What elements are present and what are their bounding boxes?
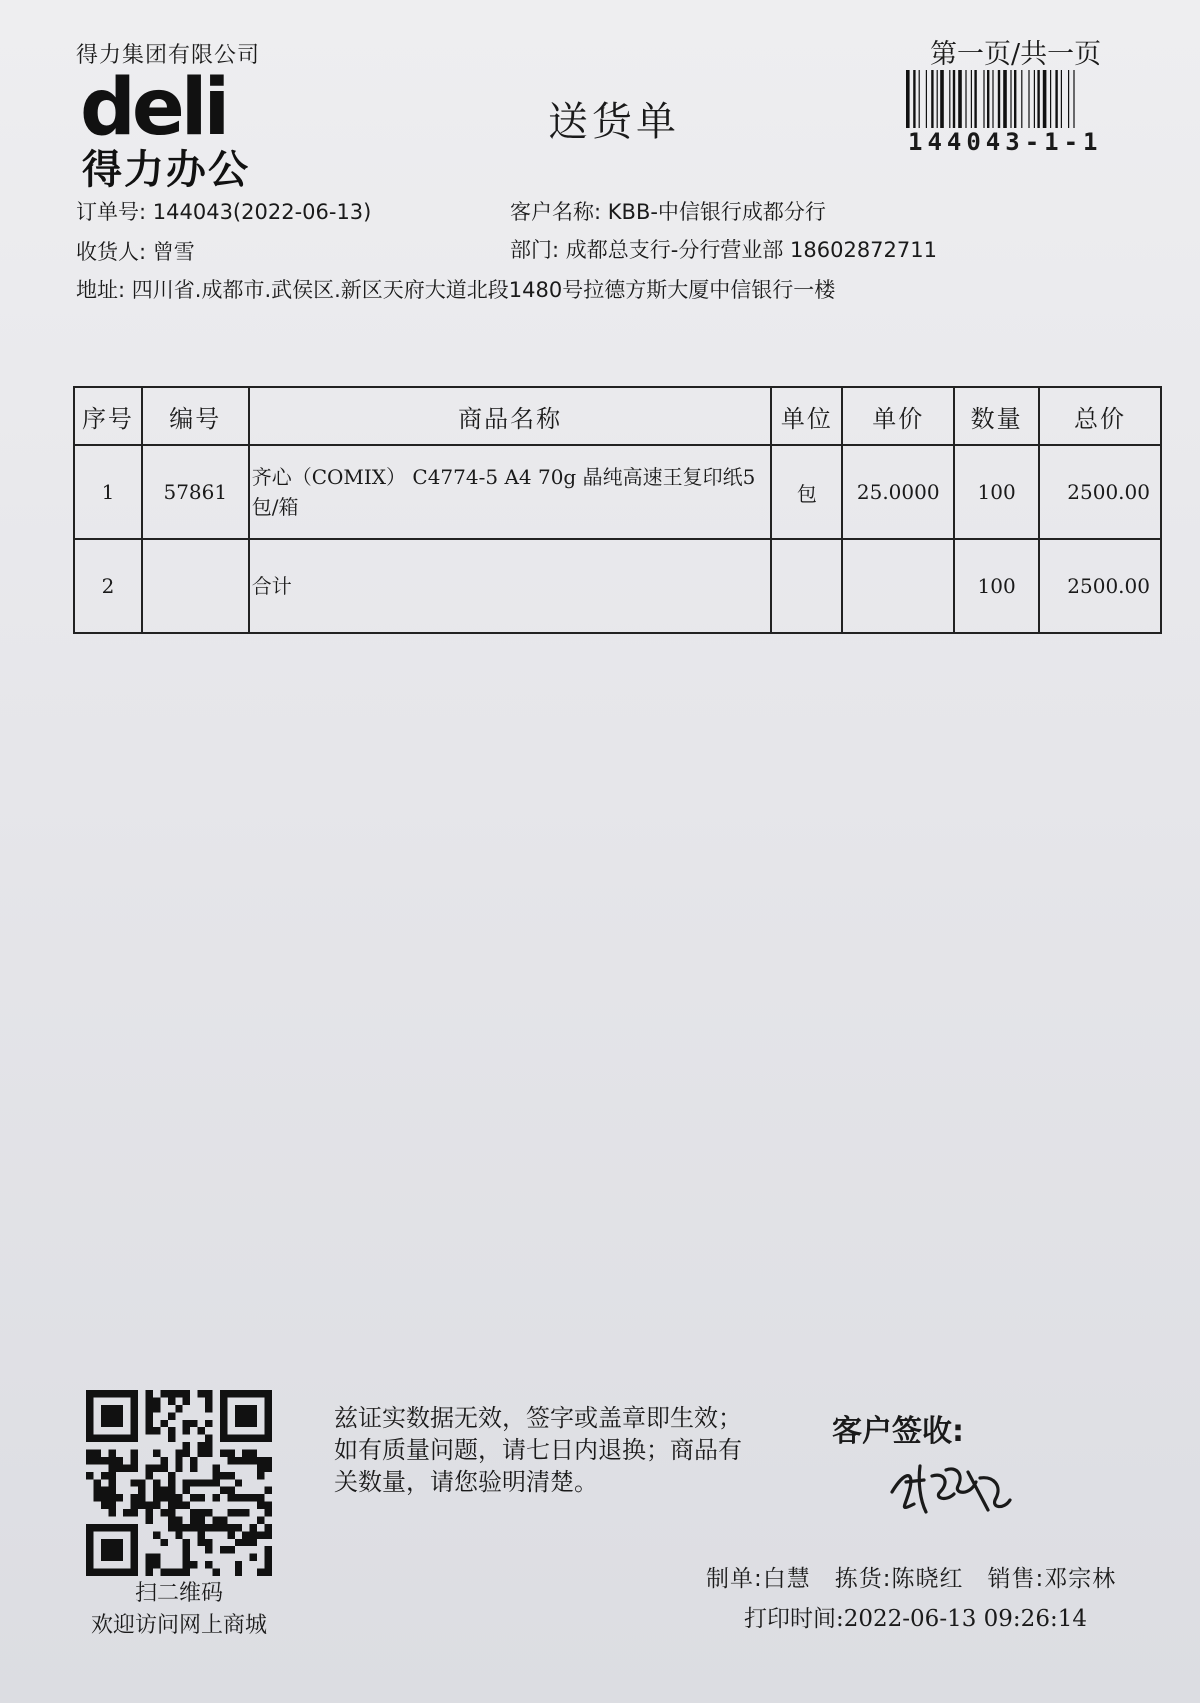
company-name: 得力集团有限公司 <box>76 43 261 68</box>
cell-seq: 2 <box>74 539 142 633</box>
cell-code: 57861 <box>142 445 249 539</box>
barcode-number: 144043-1-1 <box>908 128 1103 156</box>
signature-icon <box>884 1452 1014 1522</box>
cell-code <box>142 539 249 633</box>
qr-code-icon <box>86 1390 272 1576</box>
cell-price: 25.0000 <box>842 445 954 539</box>
department <box>510 234 937 264</box>
header-qty: 数量 <box>954 387 1039 445</box>
customer-name <box>510 196 826 226</box>
order-label: 订单号: <box>76 200 147 224</box>
cell-unit <box>771 539 842 633</box>
document-title: 送货单 <box>548 99 680 145</box>
header-total: 总价 <box>1039 387 1161 445</box>
qr-caption-scan: 扫二维码 <box>134 1581 223 1606</box>
address-label: 地址: <box>76 278 126 302</box>
header-unit: 单位 <box>771 387 842 445</box>
receiver-value: 曾雪 <box>152 240 195 264</box>
page-indicator: 第一页/共一页 <box>930 39 1102 70</box>
cell-product: 齐心（COMIX） C4774-5 A4 70g 晶纯高速王复印纸5包/箱 <box>249 445 772 539</box>
table-header-row <box>74 387 1161 445</box>
cell-price <box>842 539 954 633</box>
header-seq: 序号 <box>74 387 142 445</box>
cell-total: 2500.00 <box>1039 445 1161 539</box>
cell-unit: 包 <box>771 445 842 539</box>
cell-seq: 1 <box>74 445 142 539</box>
qr-caption <box>84 1578 274 1642</box>
customer-label: 客户名称: <box>510 200 602 224</box>
notice-text: 兹证实数据无效，签字或盖章即生效；如有质量问题，请七日内退换；商品有关数量，请您验明清楚。 <box>334 1404 742 1496</box>
deli-logo: deli <box>80 63 227 153</box>
print-time: 打印时间:2022-06-13 09:26:14 <box>744 1606 1087 1632</box>
header-product: 商品名称 <box>249 387 772 445</box>
qr-caption-visit: 欢迎访问网上商城 <box>90 1613 267 1638</box>
address <box>76 274 835 304</box>
header-code: 编号 <box>142 387 249 445</box>
deli-logo-chinese: 得力办公 <box>82 147 250 193</box>
header-price: 单价 <box>842 387 954 445</box>
staff-line: 制单:白慧 拣货:陈晓红 销售:邓宗林 <box>706 1566 1117 1592</box>
table-row-total <box>74 539 1161 633</box>
customer-sign-label: 客户签收: <box>832 1414 964 1449</box>
department-value: 成都总支行-分行营业部 18602872711 <box>565 238 937 262</box>
cell-qty: 100 <box>954 539 1039 633</box>
cell-product: 合计 <box>249 539 772 633</box>
table-row <box>74 445 1161 539</box>
address-value: 四川省.成都市.武侯区.新区天府大道北段1480号拉德方斯大厦中信银行一楼 <box>131 278 836 302</box>
receiver-label: 收货人: <box>76 240 147 264</box>
order-number <box>76 196 371 226</box>
order-value: 144043(2022-06-13) <box>152 200 372 224</box>
items-table <box>73 386 1162 634</box>
customer-value: KBB-中信银行成都分行 <box>607 200 826 224</box>
barcode-icon <box>906 70 1122 128</box>
cell-qty: 100 <box>954 445 1039 539</box>
cell-total: 2500.00 <box>1039 539 1161 633</box>
receiver <box>76 236 195 266</box>
department-label: 部门: <box>510 238 560 262</box>
